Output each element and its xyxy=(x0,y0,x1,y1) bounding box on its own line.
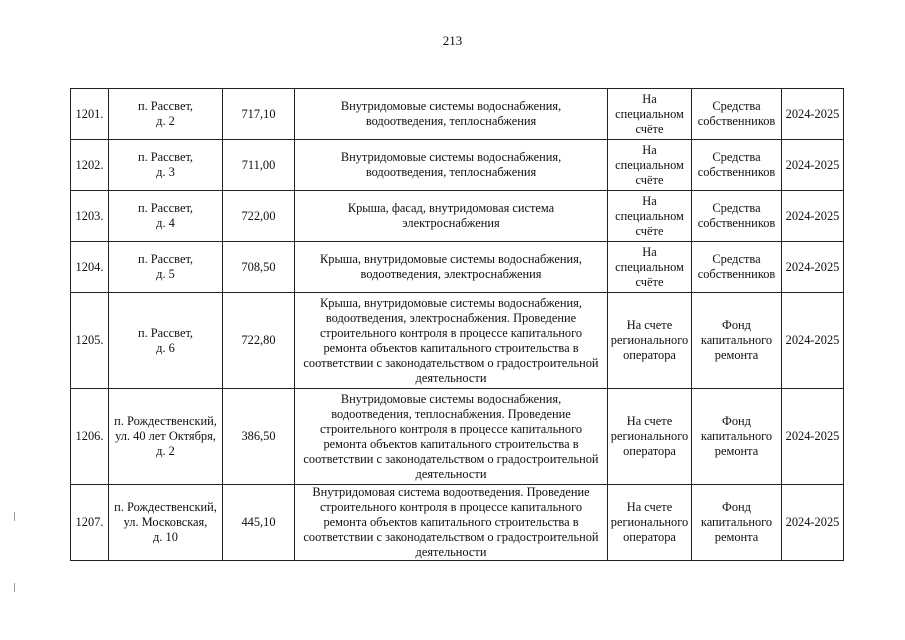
account-cell-line: регионального xyxy=(610,429,689,443)
works-cell-line: Крыша, внутридомовые системы водоснабжения, xyxy=(320,252,582,266)
works-cell-line: Внутридомовые системы водоснабжения, xyxy=(340,391,562,406)
account-cell-line: оператора xyxy=(623,444,676,458)
works-cell-line: Внутридомовая система водоотведения. Проведение xyxy=(312,485,590,499)
address-cell-line: п. Рассвет, xyxy=(137,325,194,340)
address-cell-line: ул. 40 лет Октября, xyxy=(115,429,216,443)
account-cell xyxy=(608,191,692,242)
works-cell xyxy=(295,89,608,140)
works-cell-line: Внутридомовые системы водоснабжения, xyxy=(340,99,562,113)
account-cell-line: На xyxy=(642,91,657,106)
account-cell-line: специальном xyxy=(615,259,684,274)
period-cell: 2024-2025 xyxy=(782,389,844,485)
address-cell-line: п. Рождественский, xyxy=(114,414,217,428)
funding-source-cell-line: Фонд xyxy=(722,414,751,428)
address-cell-line: ул. Московская, xyxy=(123,515,208,529)
works-cell-line: водоотведения, теплоснабжения. Проведение xyxy=(331,406,571,421)
address-cell-line: п. Рассвет, xyxy=(137,99,194,113)
area-cell: 722,00 xyxy=(223,191,295,242)
address-cell-line: п. Рассвет, xyxy=(137,201,194,215)
funding-source-cell xyxy=(692,293,782,389)
row-number: 1206. xyxy=(71,389,109,485)
period-cell: 2024-2025 xyxy=(782,242,844,293)
account-cell xyxy=(608,293,692,389)
address-cell-line: д. 5 xyxy=(156,267,175,281)
works-cell-line: водоотведения, электроснабжения xyxy=(360,267,542,281)
works-cell-line: ремонта объектов капитального строительства в xyxy=(323,436,579,451)
row-number: 1203. xyxy=(71,191,109,242)
works-cell xyxy=(295,140,608,191)
funding-source-cell-line: собственников xyxy=(697,267,776,281)
account-cell-line: На счете xyxy=(626,414,673,428)
works-cell-line: строительного контроля в процессе капитального xyxy=(319,325,583,340)
scan-edge-mark xyxy=(14,512,15,521)
funding-source-cell-line: Фонд xyxy=(722,318,751,332)
works-cell xyxy=(295,293,608,389)
table-row xyxy=(71,242,844,293)
works-cell xyxy=(295,389,608,485)
period-cell: 2024-2025 xyxy=(782,140,844,191)
account-cell-line: счёте xyxy=(635,121,664,136)
address-cell xyxy=(109,191,223,242)
works-cell-line: деятельности xyxy=(415,545,487,559)
page-number: 213 xyxy=(442,33,463,48)
address-cell xyxy=(109,389,223,485)
works-cell-line: ремонта объектов капитального строительства в xyxy=(323,340,579,355)
row-number: 1205. xyxy=(71,293,109,389)
table-row xyxy=(71,389,844,485)
account-cell-line: На счете xyxy=(626,500,673,514)
works-cell-line: строительного контроля в процессе капитального xyxy=(319,421,583,436)
area-cell: 386,50 xyxy=(223,389,295,485)
works-cell-line: деятельности xyxy=(415,466,487,481)
works-cell-line: Внутридомовые системы водоснабжения, xyxy=(340,150,562,164)
row-number: 1204. xyxy=(71,242,109,293)
area-cell: 708,50 xyxy=(223,242,295,293)
works-cell-line: соответствии с законодательством о градостроительной xyxy=(303,451,599,466)
address-cell-line: п. Рассвет, xyxy=(137,252,194,266)
funding-source-cell xyxy=(692,89,782,140)
works-cell-line: электроснабжения xyxy=(402,216,500,230)
area-cell: 445,10 xyxy=(223,485,295,561)
address-cell xyxy=(109,140,223,191)
table-row xyxy=(71,191,844,242)
area-cell: 711,00 xyxy=(223,140,295,191)
funding-source-cell-line: Средства xyxy=(712,201,761,215)
funding-source-cell-line: Средства xyxy=(712,99,761,113)
address-cell-line: д. 2 xyxy=(156,444,175,458)
account-cell xyxy=(608,389,692,485)
works-cell-line: соответствии с законодательством о градостроительной xyxy=(303,530,599,544)
funding-source-cell-line: собственников xyxy=(697,165,776,179)
works-cell-line: Крыша, внутридомовые системы водоснабжения, xyxy=(320,295,582,310)
funding-source-cell-line: ремонта xyxy=(714,348,759,362)
account-cell-line: На xyxy=(642,142,657,157)
account-cell-line: оператора xyxy=(623,530,676,544)
funding-source-cell-line: собственников xyxy=(697,216,776,230)
account-cell xyxy=(608,140,692,191)
account-cell-line: специальном xyxy=(615,157,684,172)
funding-source-cell-line: собственников xyxy=(697,114,776,128)
address-cell xyxy=(109,293,223,389)
funding-source-cell-line: капитального xyxy=(700,515,773,529)
row-number: 1207. xyxy=(71,485,109,561)
address-cell-line: п. Рождественский, xyxy=(114,500,217,514)
period-cell: 2024-2025 xyxy=(782,293,844,389)
scan-edge-mark xyxy=(14,583,15,592)
works-cell xyxy=(295,242,608,293)
period-cell: 2024-2025 xyxy=(782,191,844,242)
repair-program-table xyxy=(70,88,844,561)
account-cell-line: счёте xyxy=(635,172,664,187)
account-cell-line: регионального xyxy=(610,515,689,529)
funding-source-cell-line: Средства xyxy=(712,150,761,164)
funding-source-cell-line: капитального xyxy=(700,333,773,347)
account-cell xyxy=(608,242,692,293)
works-cell-line: водоотведения, теплоснабжения xyxy=(365,114,537,128)
address-cell-line: д. 3 xyxy=(156,165,175,179)
works-cell-line: водоотведения, электроснабжения. Проведение xyxy=(325,310,577,325)
account-cell-line: специальном xyxy=(615,208,684,223)
address-cell xyxy=(109,485,223,561)
works-cell-line: Крыша, фасад, внутридомовая система xyxy=(347,201,555,215)
works-cell xyxy=(295,191,608,242)
funding-source-cell-line: Фонд xyxy=(722,500,751,514)
works-cell-line: водоотведения, теплоснабжения xyxy=(365,165,537,179)
table-row xyxy=(71,293,844,389)
table-row xyxy=(71,140,844,191)
account-cell-line: На xyxy=(642,193,657,208)
area-cell: 722,80 xyxy=(223,293,295,389)
row-number: 1202. xyxy=(71,140,109,191)
funding-source-cell-line: Средства xyxy=(712,252,761,266)
address-cell xyxy=(109,242,223,293)
address-cell-line: п. Рассвет, xyxy=(137,150,194,164)
funding-source-cell xyxy=(692,485,782,561)
account-cell-line: оператора xyxy=(623,348,676,362)
funding-source-cell-line: ремонта xyxy=(714,530,759,544)
account-cell xyxy=(608,485,692,561)
period-cell: 2024-2025 xyxy=(782,485,844,561)
account-cell xyxy=(608,89,692,140)
funding-source-cell xyxy=(692,140,782,191)
funding-source-cell xyxy=(692,242,782,293)
funding-source-cell-line: капитального xyxy=(700,429,773,443)
account-cell-line: На xyxy=(642,244,657,259)
period-cell: 2024-2025 xyxy=(782,89,844,140)
account-cell-line: специальном xyxy=(615,106,684,121)
account-cell-line: На счете xyxy=(626,318,673,332)
works-cell-line: строительного контроля в процессе капитального xyxy=(319,500,583,514)
account-cell-line: счёте xyxy=(635,223,664,238)
address-cell-line: д. 6 xyxy=(156,340,175,355)
row-number: 1201. xyxy=(71,89,109,140)
funding-source-cell xyxy=(692,191,782,242)
works-cell xyxy=(295,485,608,561)
funding-source-cell xyxy=(692,389,782,485)
account-cell-line: счёте xyxy=(635,274,664,289)
address-cell xyxy=(109,89,223,140)
address-cell-line: д. 4 xyxy=(156,216,175,230)
works-cell-line: соответствии с законодательством о градостроительной xyxy=(303,355,599,370)
table-row xyxy=(71,89,844,140)
table-row xyxy=(71,485,844,561)
area-cell: 717,10 xyxy=(223,89,295,140)
funding-source-cell-line: ремонта xyxy=(714,444,759,458)
works-cell-line: деятельности xyxy=(415,370,487,385)
works-cell-line: ремонта объектов капитального строительства в xyxy=(323,515,579,529)
address-cell-line: д. 2 xyxy=(156,114,175,128)
address-cell-line: д. 10 xyxy=(153,530,178,544)
account-cell-line: регионального xyxy=(610,333,689,347)
